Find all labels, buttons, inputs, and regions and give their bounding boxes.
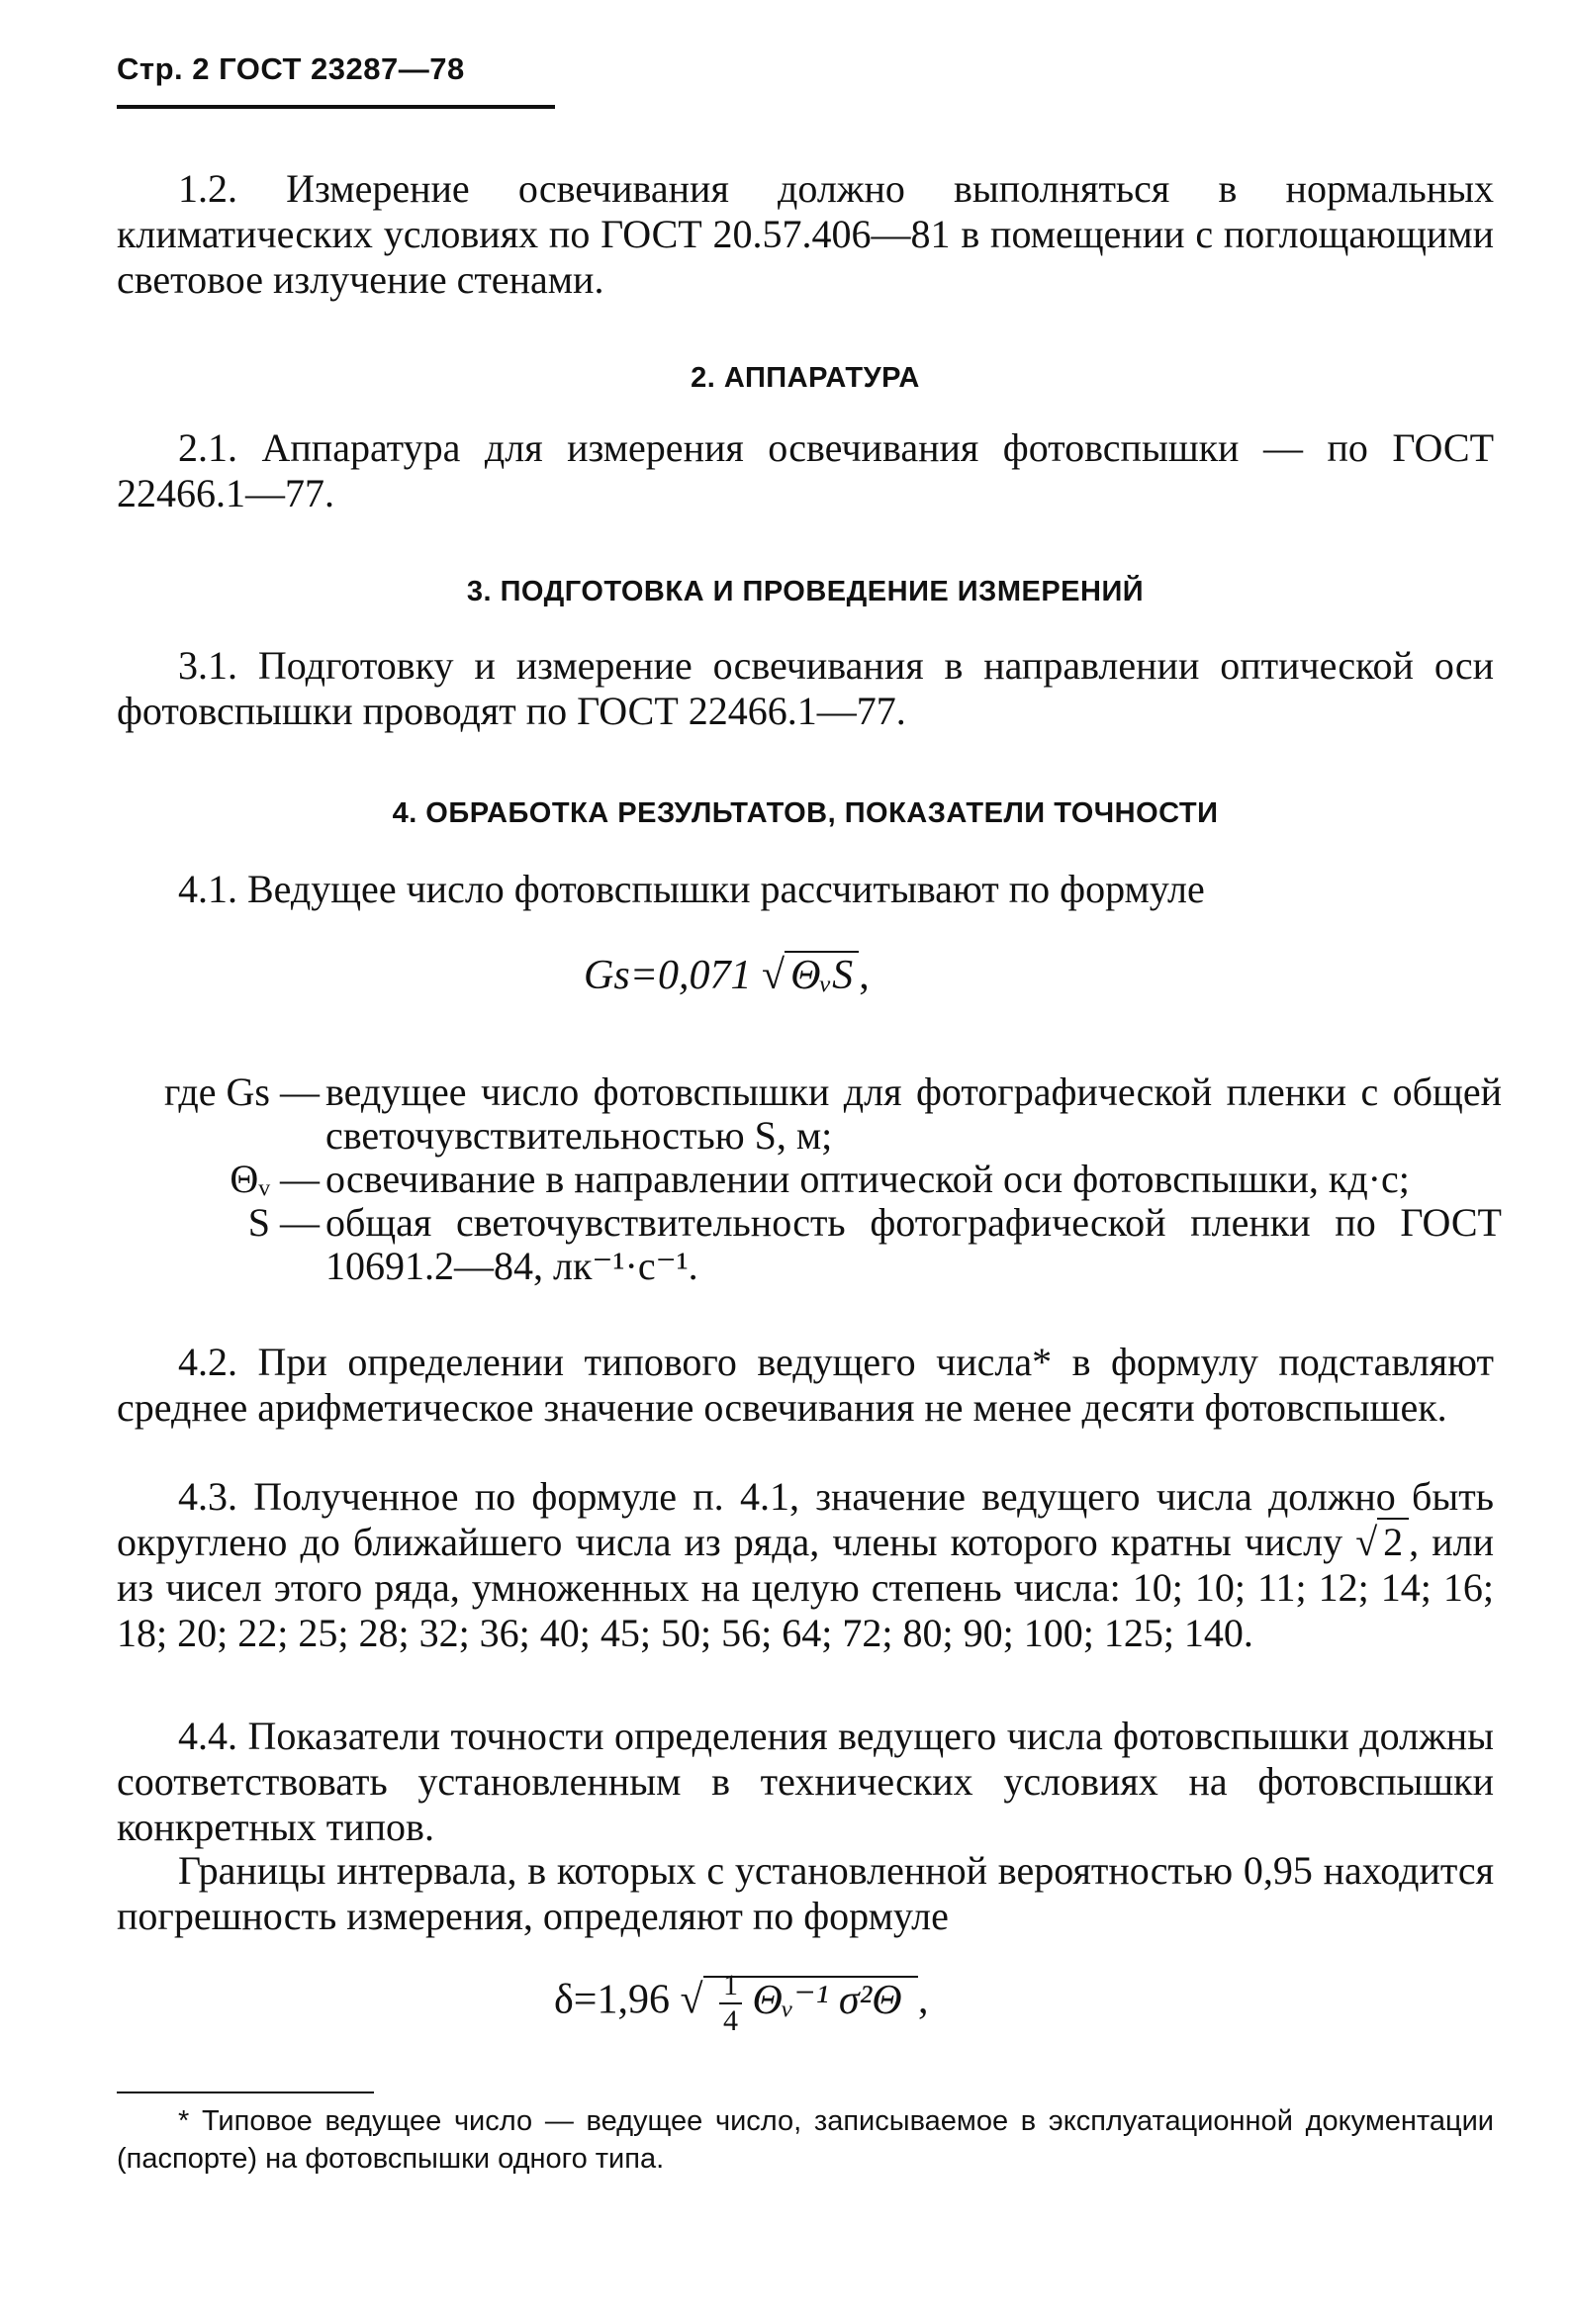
section-4-title: 4. ОБРАБОТКА РЕЗУЛЬТАТОВ, ПОКАЗАТЕЛИ ТОЧНОСТИ bbox=[392, 797, 1219, 829]
paragraph-4-3-part-b: , или из чисел этого ряда, умноженных на целую степень числа: 10; 10; 11; 12; 14; 16; 18; 20; 22; 25; 28; 32; 36; 40; 45; 50; 56; 64; 72; 80; 90; 100; 125; 140. bbox=[117, 1520, 1495, 1655]
section-2-title: 2. АППАРАТУРА bbox=[691, 362, 920, 394]
definition-row bbox=[117, 1201, 1502, 1288]
paragraph-4-4: 4.4. Показатели точности определения ведущего числа фотовспышки должны соответствовать установленным в технических условиях на фотовспышки конкретных типов. bbox=[117, 1714, 1494, 1849]
paragraph-4-2: 4.2. При определении типового ведущего числа* в формулу подставляют среднее арифметическое значение освечивания не менее десяти фотовспышек. bbox=[117, 1340, 1494, 1430]
definition-symbol: Θᵥ — bbox=[230, 1157, 320, 1201]
formula-2-lhs: δ=1,96 bbox=[554, 1977, 670, 2023]
header-rule bbox=[117, 105, 555, 109]
formula-guide-number bbox=[584, 952, 870, 999]
page-header bbox=[117, 51, 1494, 87]
fraction bbox=[719, 1969, 742, 2038]
formula-error-interval bbox=[554, 1969, 929, 2038]
definition-row bbox=[117, 1070, 1502, 1158]
formula-1-tail: , bbox=[859, 953, 870, 998]
paragraph-4-3-part-a: 4.3. Полученное по формуле п. 4.1, значение ведущего числа должно быть округлено до ближайшего числа из ряда, члены которого кратны числу bbox=[117, 1474, 1494, 1564]
section-3-title: 3. ПОДГОТОВКА И ПРОВЕДЕНИЕ ИЗМЕРЕНИЙ bbox=[466, 576, 1145, 607]
sqrt-icon: √ bbox=[762, 953, 786, 998]
formula-2-rest: Θᵥ⁻¹ σ²Θ bbox=[752, 1977, 902, 2023]
formula-1-radicand: ΘᵥS bbox=[790, 953, 854, 998]
sqrt-icon: √ bbox=[680, 1977, 703, 2023]
paragraph-3-1: 3.1. Подготовку и измерение освечивания в направлении оптической оси фотовспышки проводят по ГОСТ 22466.1—77. bbox=[117, 643, 1494, 733]
paragraph-interval: Границы интервала, в которых с установленной вероятностью 0,95 находится погрешность измерения, определяют по формуле bbox=[117, 1848, 1494, 1938]
sqrt-icon: √ bbox=[1355, 1520, 1378, 1564]
footnote-rule bbox=[117, 2092, 374, 2093]
definition-row bbox=[117, 1158, 1502, 1201]
footnote: * Типовое ведущее число — ведущее число, записываемое в эксплуатационной документации (паспорте) на фотовспышки одного типа. bbox=[117, 2105, 1494, 2175]
header-title: Стр. 2 ГОСТ 23287—78 bbox=[117, 51, 465, 86]
definition-symbol: S — bbox=[247, 1200, 320, 1245]
definition-text: освечивание в направлении оптической оси фотовспышки, кд·с; bbox=[325, 1157, 1410, 1201]
paragraph-4-1: 4.1. Ведущее число фотовспышки рассчитывают по формуле bbox=[178, 867, 1205, 911]
definitions-list bbox=[117, 1070, 1502, 1288]
paragraph-1-2: 1.2. Измерение освечивания должно выполняться в нормальных климатических условиях по ГОСТ 20.57.406—81 в помещении с поглощающими световое излучение стенами. bbox=[117, 166, 1494, 302]
paragraph-2-1: 2.1. Аппаратура для измерения освечивания фотовспышки — по ГОСТ 22466.1—77. bbox=[117, 425, 1494, 515]
fraction-numerator: 1 bbox=[719, 1969, 742, 2004]
definition-text: ведущее число фотовспышки для фотографической пленки с общей светочувствительностью S, м; bbox=[325, 1069, 1502, 1158]
definition-text: общая светочувствительность фотографической пленки по ГОСТ 10691.2—84, лк⁻¹·с⁻¹. bbox=[325, 1200, 1502, 1288]
paragraph-4-3 bbox=[117, 1474, 1494, 1656]
fraction-denominator: 4 bbox=[723, 2004, 739, 2037]
paragraph-4-3-sqrt: 2 bbox=[1377, 1518, 1409, 1564]
formula-2-tail: , bbox=[918, 1977, 929, 2023]
definition-symbol: где Gs — bbox=[164, 1069, 320, 1114]
formula-1-lhs: Gs=0,071 bbox=[584, 953, 752, 998]
